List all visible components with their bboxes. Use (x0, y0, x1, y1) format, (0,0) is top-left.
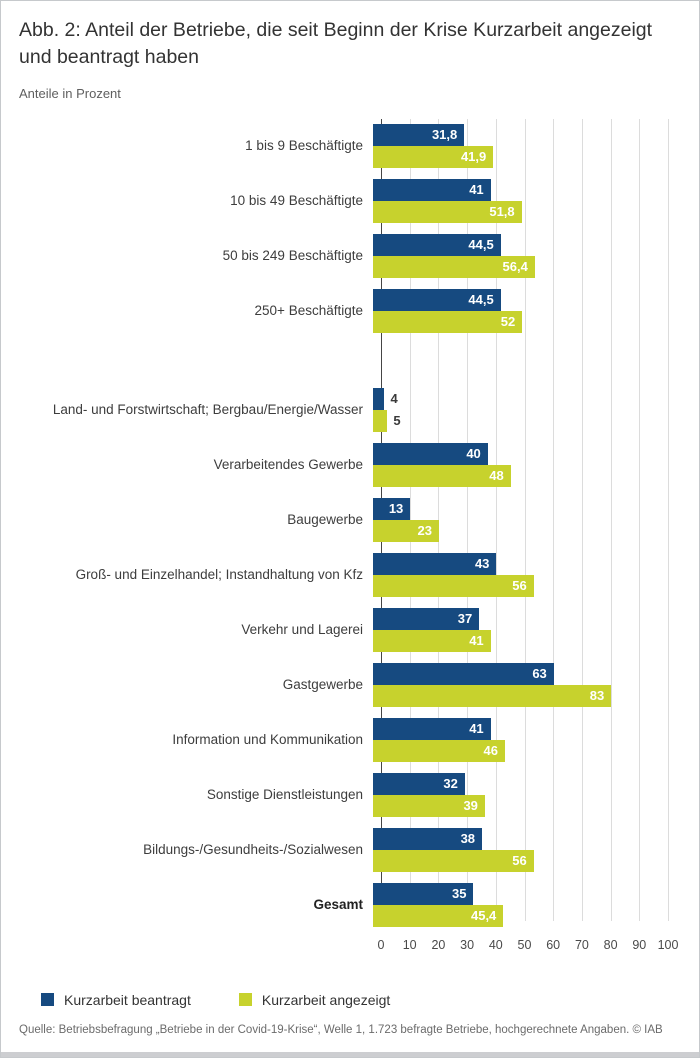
value-label: 41,9 (460, 148, 487, 164)
bar-angezeigt (373, 520, 439, 542)
value-label: 13 (388, 500, 404, 516)
bar-pair (373, 718, 660, 762)
value-label: 63 (532, 665, 547, 681)
bar-pair (373, 498, 660, 542)
x-tick-label: 20 (431, 937, 446, 952)
bar-beantragt (373, 718, 491, 740)
value-label: 38 (460, 830, 476, 846)
value-label: 37 (457, 610, 473, 626)
category-label: Information und Kommunikation (172, 731, 363, 747)
value-label: 4 (390, 390, 398, 406)
bar-angezeigt (373, 740, 505, 762)
value-label: 46 (483, 742, 499, 758)
bar-pair (373, 234, 660, 278)
bar-pair (373, 608, 660, 652)
legend (41, 992, 681, 1008)
value-label: 51,8 (489, 203, 515, 219)
category-label: 250+ Beschäftigte (254, 302, 363, 318)
bar-beantragt (373, 234, 501, 256)
bar-group (19, 883, 681, 927)
value-label: 41 (469, 181, 484, 197)
bar-angezeigt (373, 575, 534, 597)
bar-beantragt (373, 388, 398, 410)
bar-group (19, 773, 681, 817)
legend-item-beantragt (41, 992, 191, 1008)
bar-pair (373, 773, 660, 817)
value-label: 52 (500, 313, 516, 329)
value-label: 41 (469, 632, 484, 648)
bar-beantragt (373, 828, 482, 850)
bar-pair (373, 289, 660, 333)
bar-beantragt (373, 883, 473, 905)
bar-beantragt (373, 498, 410, 520)
category-label: Bildungs-/Gesundheits-/Sozialwesen (143, 841, 363, 857)
bar-beantragt (373, 663, 554, 685)
bar-group (19, 388, 681, 432)
bar-group (19, 289, 681, 333)
value-label: 45,4 (470, 907, 497, 923)
category-label: Gastgewerbe (282, 676, 363, 692)
bar-angezeigt (373, 850, 534, 872)
value-label: 40 (466, 445, 481, 461)
x-tick-label: 30 (460, 937, 475, 952)
bar-group (19, 234, 681, 278)
category-label: 50 bis 249 Beschäftigte (222, 247, 363, 263)
category-label: 10 bis 49 Beschäftigte (230, 192, 363, 208)
bar-pair (373, 443, 660, 487)
category-label: Verarbeitendes Gewerbe (213, 456, 363, 472)
value-label: 31,8 (431, 126, 458, 142)
bar-angezeigt (373, 795, 485, 817)
bar-beantragt (373, 553, 496, 575)
bar-group (19, 179, 681, 223)
bar-group (19, 663, 681, 707)
x-tick-label: 80 (603, 937, 618, 952)
value-label: 48 (489, 467, 504, 483)
value-label: 35 (451, 885, 467, 901)
bottom-divider (1, 1052, 699, 1057)
category-label: Sonstige Dienstleistungen (206, 786, 363, 802)
value-label: 44,5 (468, 236, 494, 252)
bar-pair (373, 388, 660, 432)
bar-beantragt (373, 443, 488, 465)
category-label: Gesamt (313, 896, 363, 912)
value-label: 56 (512, 577, 527, 593)
source-note: Quelle: Betriebsbefragung „Betriebe in der Covid-19-Krise“, Welle 1, 1.723 befragte Betriebe, hochgerechnete Angaben. © IAB (19, 1023, 663, 1036)
value-label: 83 (589, 687, 605, 703)
value-label: 32 (443, 775, 458, 791)
bar-angezeigt (373, 465, 511, 487)
value-label: 43 (474, 555, 490, 571)
bar-beantragt (373, 289, 501, 311)
value-label: 41 (469, 720, 484, 736)
legend-label: Kurzarbeit angezeigt (261, 991, 391, 1008)
bar-beantragt (373, 608, 479, 630)
bar-group (19, 443, 681, 487)
x-tick-label: 40 (488, 937, 503, 952)
value-label: 56 (512, 852, 527, 868)
x-tick-label: 70 (574, 937, 589, 952)
bar-angezeigt (373, 146, 493, 168)
bar-pair (373, 828, 660, 872)
bar-angezeigt (373, 311, 522, 333)
x-axis-ticks (377, 937, 679, 954)
bar-pair (373, 663, 660, 707)
legend-item-angezeigt (239, 992, 390, 1008)
value-label: 23 (417, 522, 432, 538)
bar-angezeigt (373, 256, 535, 278)
category-label: Verkehr und Lagerei (241, 621, 363, 637)
bar-pair (373, 124, 660, 168)
chart-title: Abb. 2: Anteil der Betriebe, die seit Beginn der Krise Kurzarbeit angezeigt und beantragt haben (19, 19, 653, 69)
x-tick-label: 100 (657, 937, 679, 952)
bar-pair (373, 179, 660, 223)
bar-beantragt (373, 773, 465, 795)
bar-beantragt (373, 179, 491, 201)
x-tick-label: 10 (402, 937, 417, 952)
angezeigt-swatch-icon (239, 993, 252, 1006)
bar-group (19, 553, 681, 597)
bar-angezeigt (373, 630, 491, 652)
bar-rows (19, 124, 681, 927)
bar-group (19, 718, 681, 762)
bar-angezeigt (373, 410, 401, 432)
value-label: 5 (393, 412, 401, 428)
beantragt-swatch-icon (41, 993, 54, 1006)
value-label: 56,4 (502, 258, 528, 274)
x-tick-label: 50 (517, 937, 532, 952)
category-label: Land- und Forstwirtschaft; Bergbau/Energie/Wasser (52, 401, 363, 417)
bar-angezeigt (373, 685, 611, 707)
bar-group (19, 124, 681, 168)
category-label: Baugewerbe (287, 511, 363, 527)
legend-label: Kurzarbeit beantragt (64, 991, 191, 1008)
value-label: 44,5 (468, 291, 494, 307)
value-label: 39 (463, 797, 478, 813)
bar-angezeigt (373, 905, 503, 927)
category-label: Groß- und Einzelhandel; Instandhaltung von Kfz (75, 566, 363, 582)
bar-beantragt (373, 124, 464, 146)
x-tick-label: 0 (377, 937, 385, 952)
x-tick-label: 60 (546, 937, 561, 952)
bar-pair (373, 883, 660, 927)
bar-group (19, 498, 681, 542)
bar-pair (373, 553, 660, 597)
chart-units-label: Anteile in Prozent (19, 85, 121, 101)
bar-group (19, 608, 681, 652)
category-label: 1 bis 9 Beschäftigte (245, 137, 363, 153)
x-tick-label: 90 (632, 937, 647, 952)
bar-chart (19, 119, 681, 927)
bar-group (19, 828, 681, 872)
bar-angezeigt (373, 201, 522, 223)
